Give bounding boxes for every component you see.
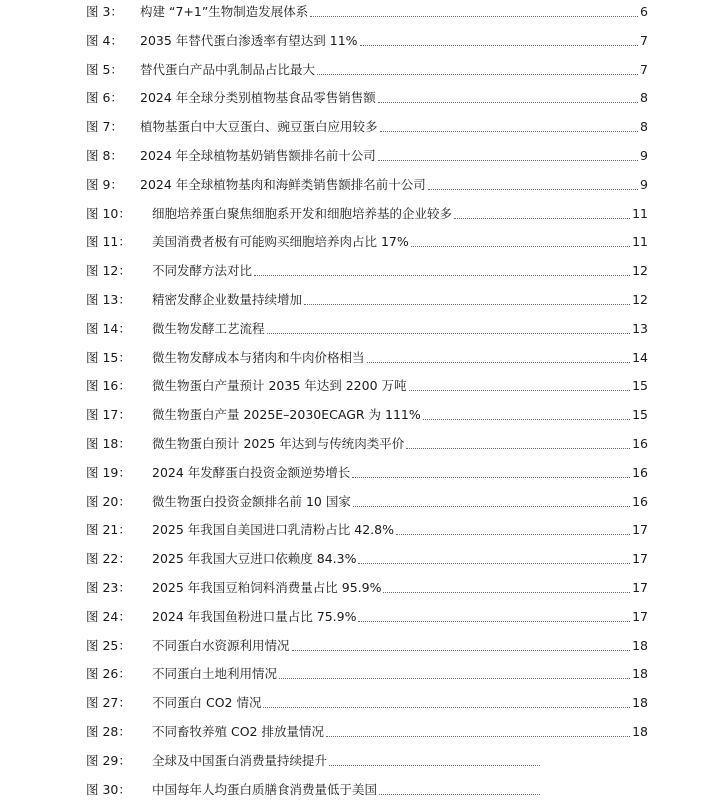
toc-entry-page: 11: [632, 205, 648, 221]
toc-entry-page: 8: [640, 119, 648, 135]
toc-entry-number: 图 17：: [86, 407, 131, 423]
toc-entry-title-line: [152, 232, 630, 252]
toc-entry-leader: [379, 793, 540, 795]
toc-entry-number: 图 18：: [86, 436, 131, 451]
toc-entry-page: 8: [640, 90, 648, 106]
toc-entry-number: 图 28：: [86, 724, 131, 739]
toc-entry-title: 不同蛋白 CO2 情况: [152, 695, 262, 711]
toc-entry-title-line: [140, 88, 638, 108]
toc-entry[interactable]: [0, 88, 720, 108]
toc-entry-title: 2025 年我国大豆进口依赖度 84.3%: [152, 551, 357, 567]
toc-entry-number: 图 21：: [86, 522, 131, 538]
toc-entry-number: 图 26：: [86, 666, 131, 682]
toc-entry[interactable]: [0, 60, 720, 80]
toc-entry[interactable]: [0, 31, 720, 51]
toc-entry[interactable]: [0, 722, 720, 742]
toc-entry-number: 图 7：: [86, 119, 123, 135]
toc-entry-page: 18: [632, 637, 648, 653]
toc-entry[interactable]: [0, 146, 720, 166]
toc-entry-number: 图 19：: [86, 464, 131, 480]
toc-entry-leader: [406, 447, 630, 449]
toc-entry-leader: [378, 101, 638, 103]
toc-entry-title-line: [152, 780, 540, 800]
toc-entry-title: 微生物蛋白投资金额排名前 10 国家: [152, 493, 351, 509]
toc-entry-title: 不同蛋白水资源利用情况: [152, 637, 290, 653]
toc-entry-number: 图 11：: [86, 234, 131, 250]
toc-entry-leader: [358, 562, 630, 564]
toc-entry-leader: [423, 418, 630, 420]
toc-entry-leader: [378, 159, 638, 161]
toc-entry[interactable]: [0, 780, 720, 800]
toc-entry-leader: [326, 735, 630, 737]
toc-entry-title-line: [140, 175, 638, 195]
toc-entry-leader: [411, 245, 630, 247]
toc-entry-title-line: [140, 117, 638, 137]
toc-entry-title: 替代蛋白产品中乳制品占比最大: [140, 61, 316, 77]
toc-entry-title: 微生物蛋白产量 2025E–2030ECAGR 为 111%: [152, 407, 421, 423]
toc-entry-page: 9: [640, 148, 648, 163]
toc-entry-title: 2025 年我国豆粕饲料消费量占比 95.9%: [152, 580, 382, 595]
toc-entry-number: 图 6：: [86, 90, 123, 106]
toc-entry-title: 微生物蛋白产量预计 2035 年达到 2200 万吨: [152, 378, 407, 394]
toc-entry-title-line: [140, 60, 638, 80]
toc-entry[interactable]: [0, 348, 720, 368]
toc-entry[interactable]: [0, 664, 720, 684]
toc-entry[interactable]: [0, 117, 720, 137]
toc-entry-leader: [383, 591, 630, 593]
toc-entry[interactable]: [0, 290, 720, 310]
toc-entry-page: 15: [632, 407, 648, 423]
toc-entry-page: 17: [632, 551, 648, 567]
toc-entry-title: 全球及中国蛋白消费量持续提升: [152, 752, 328, 768]
toc-entry-leader: [367, 361, 630, 363]
toc-entry-leader: [352, 476, 630, 478]
toc-entry-title: 不同畜牧养殖 CO2 排放量情况: [152, 724, 324, 739]
toc-entry-page: 6: [640, 4, 648, 19]
toc-entry-number: 图 24：: [86, 608, 131, 624]
toc-entry-number: 图 5：: [86, 61, 123, 77]
toc-entry[interactable]: [0, 204, 720, 224]
toc-entry-title-line: [152, 319, 630, 339]
toc-entry[interactable]: [0, 319, 720, 339]
toc-entry-number: 图 14：: [86, 320, 131, 336]
toc-entry-page: 16: [632, 436, 648, 451]
toc-entry-title: 不同发酵方法对比: [152, 263, 253, 279]
toc-entry-number: 图 16：: [86, 378, 131, 394]
toc-entry[interactable]: [0, 607, 720, 627]
toc-entry-page: 12: [632, 263, 648, 279]
toc-entry-leader: [360, 44, 638, 46]
toc-entry-title-line: [152, 290, 630, 310]
toc-entry-page: 18: [632, 724, 648, 739]
toc-entry-title-line: [152, 693, 630, 713]
toc-entry-leader: [380, 130, 638, 132]
toc-entry-title-line: [152, 434, 630, 454]
toc-entry-page: 17: [632, 608, 648, 624]
toc-entry-page: 18: [632, 666, 648, 682]
toc-entry-number: 图 27：: [86, 695, 131, 711]
toc-entry[interactable]: [0, 578, 720, 598]
toc-entry-number: 图 10：: [86, 205, 131, 221]
toc-entry-title-line: [152, 607, 630, 627]
toc-entry-title: 中国每年人均蛋白质膳食消费量低于美国: [152, 781, 378, 797]
toc-entry-title-line: [140, 2, 638, 22]
toc-entry-title: 2024 年全球植物基奶销售额排名前十公司: [140, 148, 376, 163]
toc-entry-title-line: [152, 204, 630, 224]
toc-entry[interactable]: [0, 434, 720, 454]
toc-entry-page: 7: [640, 32, 648, 48]
toc-entry[interactable]: [0, 636, 720, 656]
toc-entry-number: 图 13：: [86, 292, 131, 307]
toc-entry-title: 微生物发酵工艺流程: [152, 320, 265, 336]
toc-entry-leader: [396, 533, 630, 535]
toc-entry[interactable]: [0, 549, 720, 569]
toc-entry-number: 图 3：: [86, 4, 123, 19]
toc-entry-number: 图 20：: [86, 493, 131, 509]
toc-entry-leader: [292, 649, 630, 651]
toc-entry[interactable]: [0, 492, 720, 512]
toc-entry[interactable]: [0, 751, 720, 771]
toc-entry-title-line: [152, 664, 630, 684]
toc-entry-title-line: [140, 31, 638, 51]
toc-entry-page: 13: [632, 320, 648, 336]
toc-entry-leader: [358, 620, 630, 622]
toc-entry-title: 2024 年全球分类别植物基食品零售销售额: [140, 90, 376, 106]
toc-entry-number: 图 8：: [86, 148, 123, 163]
toc-entry[interactable]: [0, 376, 720, 396]
toc-entry-title-line: [140, 146, 638, 166]
toc-entry-number: 图 15：: [86, 349, 131, 365]
toc-entry[interactable]: [0, 2, 720, 22]
toc-entry[interactable]: [0, 693, 720, 713]
toc-entry-title-line: [152, 751, 540, 771]
toc-entry-title: 微生物发酵成本与猪肉和牛肉价格相当: [152, 349, 365, 365]
toc-entry-number: 图 30：: [86, 781, 131, 797]
toc-entry-page: 16: [632, 464, 648, 480]
toc-entry-title-line: [152, 578, 630, 598]
toc-entry-page: 15: [632, 378, 648, 394]
toc-entry-title: 不同蛋白土地利用情况: [152, 666, 278, 682]
toc-entry-title: 精密发酵企业数量持续增加: [152, 292, 303, 307]
toc-entry-title: 植物基蛋白中大豆蛋白、豌豆蛋白应用较多: [140, 119, 378, 135]
toc-entry-leader: [279, 677, 630, 679]
toc-entry-title: 2024 年我国鱼粉进口量占比 75.9%: [152, 608, 357, 624]
toc-entry-number: 图 23：: [86, 580, 131, 595]
toc-entry-title: 2035 年替代蛋白渗透率有望达到 11%: [140, 32, 358, 48]
toc-entry-title-line: [152, 405, 630, 425]
toc-entry-leader: [329, 764, 540, 766]
toc-entry-title-line: [152, 348, 630, 368]
toc-entry-title: 2025 年我国自美国进口乳清粉占比 42.8%: [152, 522, 394, 538]
toc-entry-title-line: [152, 549, 630, 569]
toc-entry-number: 图 12：: [86, 263, 131, 279]
toc-entry-page: 9: [640, 176, 648, 192]
toc-entry-leader: [317, 73, 638, 75]
toc-entry-page: 17: [632, 522, 648, 538]
toc-entry[interactable]: [0, 520, 720, 540]
toc-entry-title-line: [152, 463, 630, 483]
toc-entry[interactable]: [0, 261, 720, 281]
toc-entry-title-line: [152, 261, 630, 281]
toc-entry-title-line: [152, 636, 630, 656]
toc-entry-title: 2024 年全球植物基肉和海鲜类销售额排名前十公司: [140, 176, 426, 192]
toc-entry-page: 11: [632, 234, 648, 250]
toc-entry-title: 构建 “7+1”生物制造发展体系: [140, 4, 309, 19]
toc-entry-leader: [304, 303, 630, 305]
toc-entry-number: 图 22：: [86, 551, 131, 567]
toc-entry-title: 2024 年发酵蛋白投资金额逆势增长: [152, 464, 351, 480]
toc-entry-leader: [353, 505, 630, 507]
toc-entry[interactable]: [0, 175, 720, 195]
toc-entry-number: 图 29：: [86, 752, 131, 768]
toc-entry[interactable]: [0, 405, 720, 425]
toc-entry-page: 18: [632, 695, 648, 711]
toc-entry-number: 图 9：: [86, 176, 123, 192]
toc-entry-title: 细胞培养蛋白聚焦细胞系开发和细胞培养基的企业较多: [152, 205, 453, 221]
toc-entry[interactable]: [0, 232, 720, 252]
toc-entry-leader: [409, 389, 630, 391]
toc-entry-title: 美国消费者极有可能购买细胞培养肉占比 17%: [152, 234, 409, 250]
toc-entry-leader: [267, 332, 630, 334]
toc-entry-page: 17: [632, 580, 648, 595]
toc-entry-title-line: [152, 722, 630, 742]
toc-entry-page: 16: [632, 493, 648, 509]
toc-entry-leader: [263, 706, 630, 708]
toc-entry-leader: [254, 274, 630, 276]
toc-entry-page: 7: [640, 61, 648, 77]
toc-entry-title-line: [152, 492, 630, 512]
toc-entry-page: 14: [632, 349, 648, 365]
toc-entry-number: 图 4：: [86, 32, 123, 48]
toc-entry-leader: [310, 15, 638, 17]
toc-entry-leader: [428, 188, 638, 190]
toc-entry-number: 图 25：: [86, 637, 131, 653]
toc-entry-title-line: [152, 376, 630, 396]
toc-entry-leader: [454, 217, 630, 219]
toc-entry-title: 微生物蛋白预计 2025 年达到与传统肉类平价: [152, 436, 405, 451]
toc-entry-title-line: [152, 520, 630, 540]
toc-entry-page: 12: [632, 292, 648, 307]
toc-entry[interactable]: [0, 463, 720, 483]
